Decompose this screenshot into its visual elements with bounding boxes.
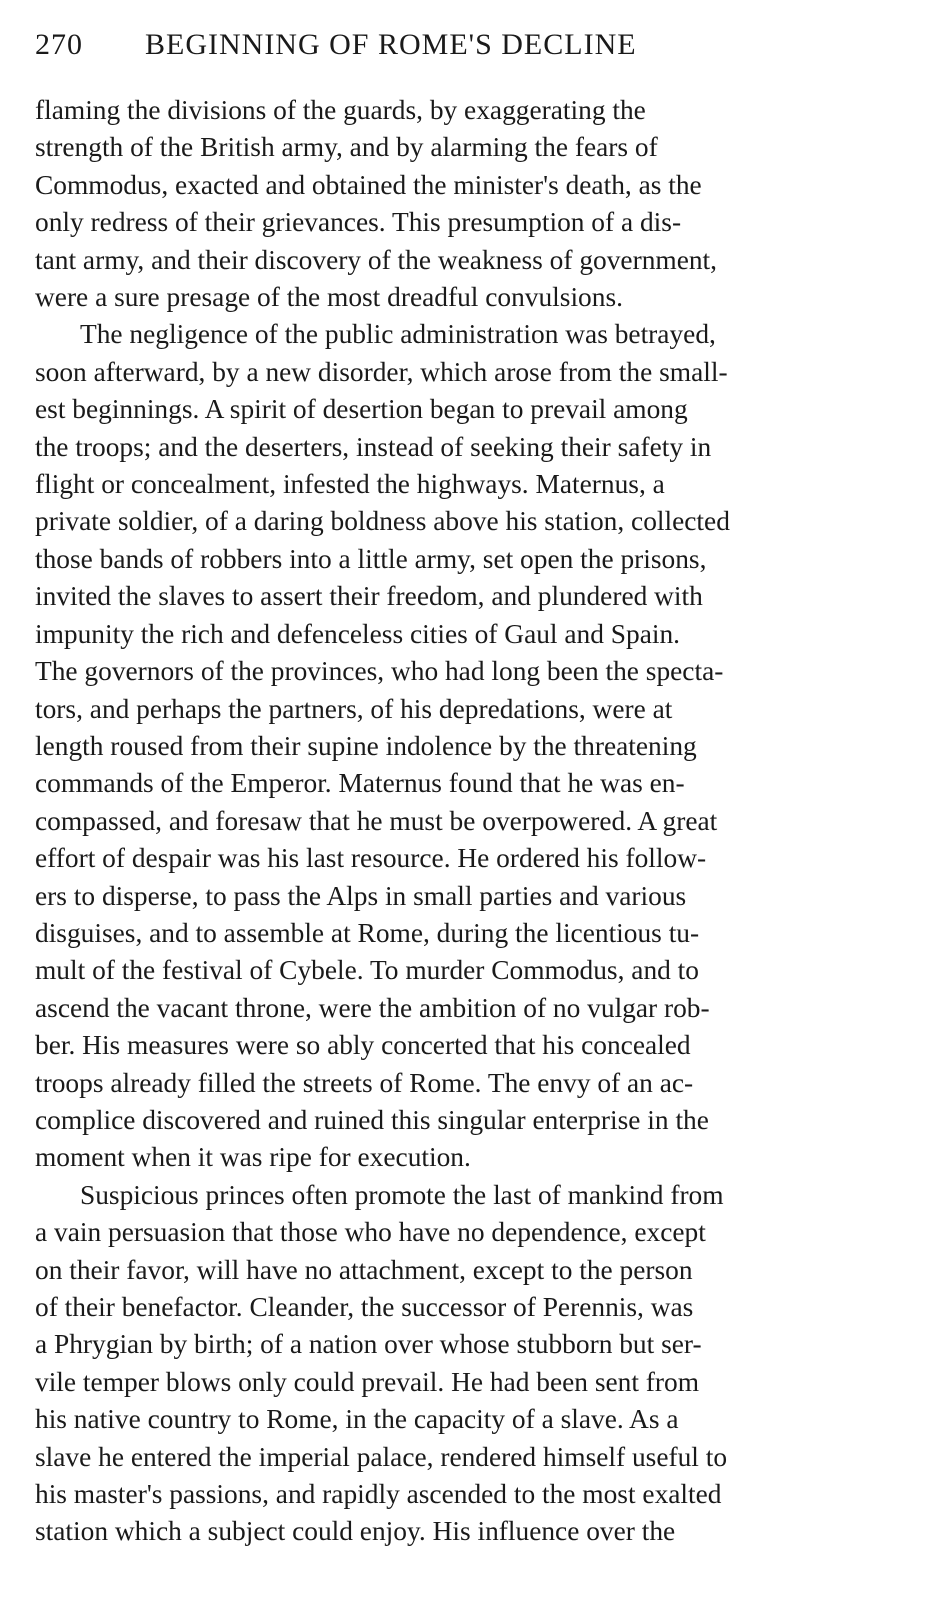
book-page (35, 28, 883, 1551)
text-line: disguises, and to assemble at Rome, during the licentious tu- (35, 917, 700, 948)
text-line: length roused from their supine indolence by the threatening (35, 730, 697, 761)
text-line: troops already filled the streets of Rome. The envy of an ac- (35, 1067, 694, 1098)
text-line: ers to disperse, to pass the Alps in small parties and various (35, 880, 687, 911)
text-line: tors, and perhaps the partners, of his depredations, were at (35, 693, 673, 724)
paragraph-2 (35, 316, 883, 1176)
running-title: BEGINNING OF ROME'S DECLINE (145, 28, 637, 61)
text-line: effort of despair was his last resource. He ordered his follow- (35, 843, 707, 874)
text-line: vile temper blows only could prevail. He had been sent from (35, 1366, 700, 1397)
text-line: of their benefactor. Cleander, the successor of Perennis, was (35, 1292, 694, 1322)
text-line: Suspicious princes often promote the last of mankind from (80, 1179, 724, 1210)
paragraph-3 (35, 1177, 883, 1551)
text-line: The governors of the provinces, who had long been the specta- (35, 656, 724, 687)
text-line: station which a subject could enjoy. His influence over the (35, 1516, 676, 1547)
text-line: tant army, and their discovery of the weakness of government, (35, 244, 718, 275)
text-line: compassed, and foresaw that he must be overpowered. A great (35, 805, 718, 836)
text-line: ber. His measures were so ably concerted that his concealed (35, 1030, 691, 1061)
text-line: ascend the vacant throne, were the ambition of no vulgar rob- (35, 992, 710, 1023)
paragraph-1 (35, 92, 883, 316)
text-line: a vain persuasion that those who have no dependence, except (35, 1217, 706, 1248)
text-line: The negligence of the public administration was betrayed, (80, 319, 716, 350)
text-line: mult of the festival of Cybele. To murder Commodus, and to (35, 955, 699, 986)
text-line: were a sure presage of the most dreadful convulsions. (35, 282, 623, 313)
text-line: flight or concealment, infested the highways. Maternus, a (35, 469, 665, 500)
text-line: a Phrygian by birth; of a nation over whose stubborn but ser- (35, 1329, 702, 1360)
text-line: those bands of robbers into a little army, set open the prisons, (35, 543, 707, 574)
text-line: soon afterward, by a new disorder, which arose from the small- (35, 356, 728, 387)
text-line: flaming the divisions of the guards, by exaggerating the (35, 95, 646, 125)
text-line: only redress of their grievances. This presumption of a dis- (35, 207, 682, 238)
text-line: private soldier, of a daring boldness above his station, collected (35, 506, 730, 537)
text-line: on their favor, will have no attachment, except to the person (35, 1254, 693, 1285)
text-line: his native country to Rome, in the capacity of a slave. As a (35, 1404, 679, 1435)
text-line: complice discovered and ruined this singular enterprise in the (35, 1104, 709, 1135)
body-text (35, 92, 883, 1551)
text-line: the troops; and the deserters, instead of seeking their safety in (35, 431, 712, 462)
text-line: his master's passions, and rapidly ascended to the most exalted (35, 1479, 722, 1510)
text-line: impunity the rich and defenceless cities of Gaul and Spain. (35, 618, 681, 649)
page-number: 270 (35, 28, 83, 61)
text-line: strength of the British army, and by alarming the fears of (35, 132, 658, 163)
text-line: invited the slaves to assert their freedom, and plundered with (35, 581, 703, 612)
text-line: Commodus, exacted and obtained the minister's death, as the (35, 169, 702, 200)
text-line: moment when it was ripe for execution. (35, 1142, 471, 1173)
text-line: est beginnings. A spirit of desertion began to prevail among (35, 394, 688, 425)
page-header (35, 28, 883, 68)
text-line: commands of the Emperor. Maternus found that he was en- (35, 768, 685, 799)
text-line: slave he entered the imperial palace, rendered himself useful to (35, 1441, 728, 1472)
